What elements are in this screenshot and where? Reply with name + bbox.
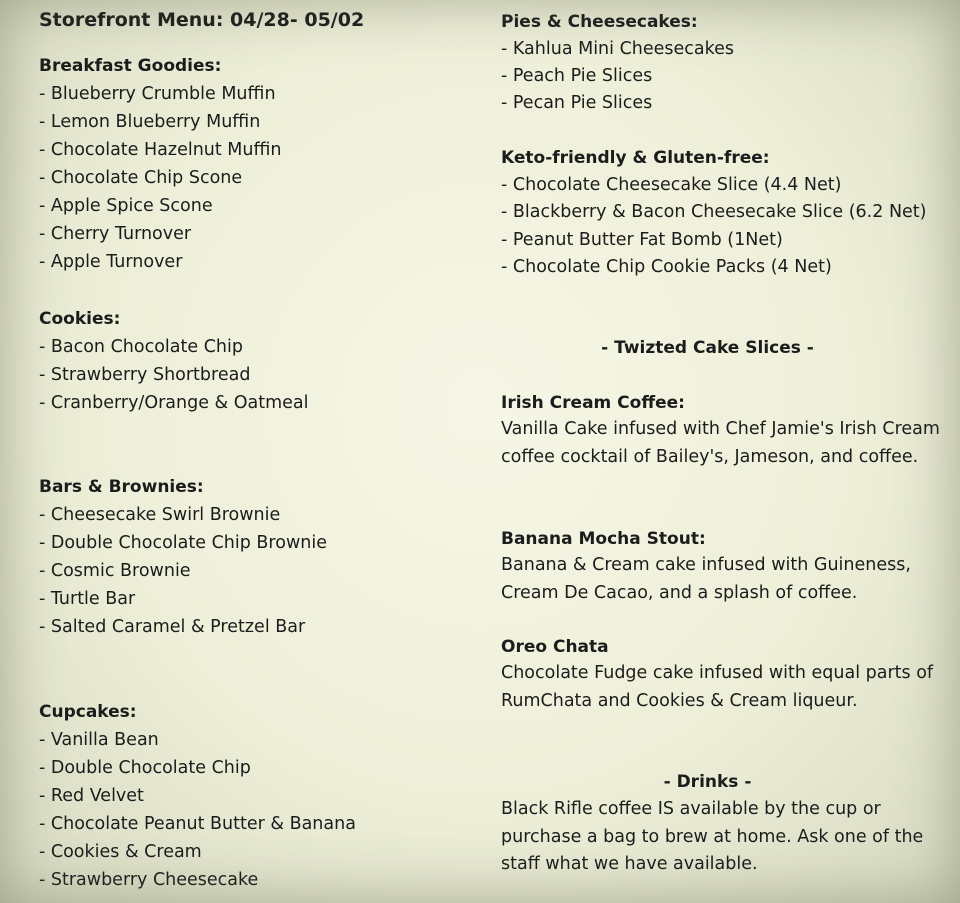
menu-item: - Strawberry Shortbread: [39, 365, 251, 385]
section-heading-cupcakes: Cupcakes:: [39, 702, 137, 722]
menu-item: - Strawberry Cheesecake: [39, 870, 259, 890]
cake-description: Vanilla Cake infused with Chef Jamie's Irish Cream coffee cocktail of Bailey's, Jameson, and coffee.: [501, 419, 940, 467]
menu-item: - Cookies & Cream: [39, 842, 202, 862]
menu-item: - Chocolate Cheesecake Slice (4.4 Net): [501, 175, 842, 195]
menu-item: - Peach Pie Slices: [501, 66, 653, 86]
menu-item: - Cranberry/Orange & Oatmeal: [39, 393, 309, 413]
menu-item: - Red Velvet: [39, 786, 144, 806]
section-heading-bars: Bars & Brownies:: [39, 477, 204, 497]
menu-item: - Turtle Bar: [39, 589, 136, 609]
menu-item: - Kahlua Mini Cheesecakes: [501, 39, 735, 59]
menu-item: - Cherry Turnover: [39, 224, 192, 244]
menu-item: - Chocolate Chip Cookie Packs (4 Net): [501, 257, 832, 277]
menu-item: - Cheesecake Swirl Brownie: [39, 505, 281, 525]
menu-item: - Double Chocolate Chip: [39, 758, 251, 778]
section-heading-cookies: Cookies:: [39, 309, 121, 329]
menu-item: - Apple Spice Scone: [39, 196, 213, 216]
menu-item: - Pecan Pie Slices: [501, 93, 653, 113]
cake-description: Banana & Cream cake infused with Guineness, Cream De Cacao, and a splash of coffee.: [501, 555, 911, 603]
menu-item: - Lemon Blueberry Muffin: [39, 112, 261, 132]
cake-name: Irish Cream Coffee:: [501, 393, 685, 413]
cake-name: Banana Mocha Stout:: [501, 529, 706, 549]
menu-item: - Salted Caramel & Pretzel Bar: [39, 617, 306, 637]
section-heading-drinks: - Drinks -: [663, 772, 752, 792]
drinks-description: Black Rifle coffee IS available by the cup or purchase a bag to brew at home. Ask one of the staff what we have available.: [501, 799, 924, 874]
section-heading-twizted: - Twizted Cake Slices -: [601, 338, 814, 358]
menu-item: - Chocolate Hazelnut Muffin: [39, 140, 282, 160]
menu-item: - Chocolate Peanut Butter & Banana: [39, 814, 356, 834]
menu-item: - Vanilla Bean: [39, 730, 159, 750]
menu-item: - Bacon Chocolate Chip: [39, 337, 243, 357]
cake-description: Chocolate Fudge cake infused with equal parts of RumChata and Cookies & Cream liqueur.: [501, 663, 934, 711]
menu-item: - Chocolate Chip Scone: [39, 168, 243, 188]
cake-name: Oreo Chata: [501, 637, 609, 657]
section-heading-keto: Keto-friendly & Gluten-free:: [501, 148, 770, 168]
menu-item: - Blueberry Crumble Muffin: [39, 84, 276, 104]
menu-item: - Blackberry & Bacon Cheesecake Slice (6.2 Net): [501, 202, 927, 222]
section-heading-pies: Pies & Cheesecakes:: [501, 12, 698, 32]
menu-item: - Apple Turnover: [39, 252, 183, 272]
menu-item: - Double Chocolate Chip Brownie: [39, 533, 327, 553]
section-heading-breakfast: Breakfast Goodies:: [39, 56, 222, 76]
menu-item: - Peanut Butter Fat Bomb (1Net): [501, 230, 783, 250]
menu-item: - Cosmic Brownie: [39, 561, 191, 581]
menu-title: Storefront Menu: 04/28- 05/02: [39, 9, 365, 31]
